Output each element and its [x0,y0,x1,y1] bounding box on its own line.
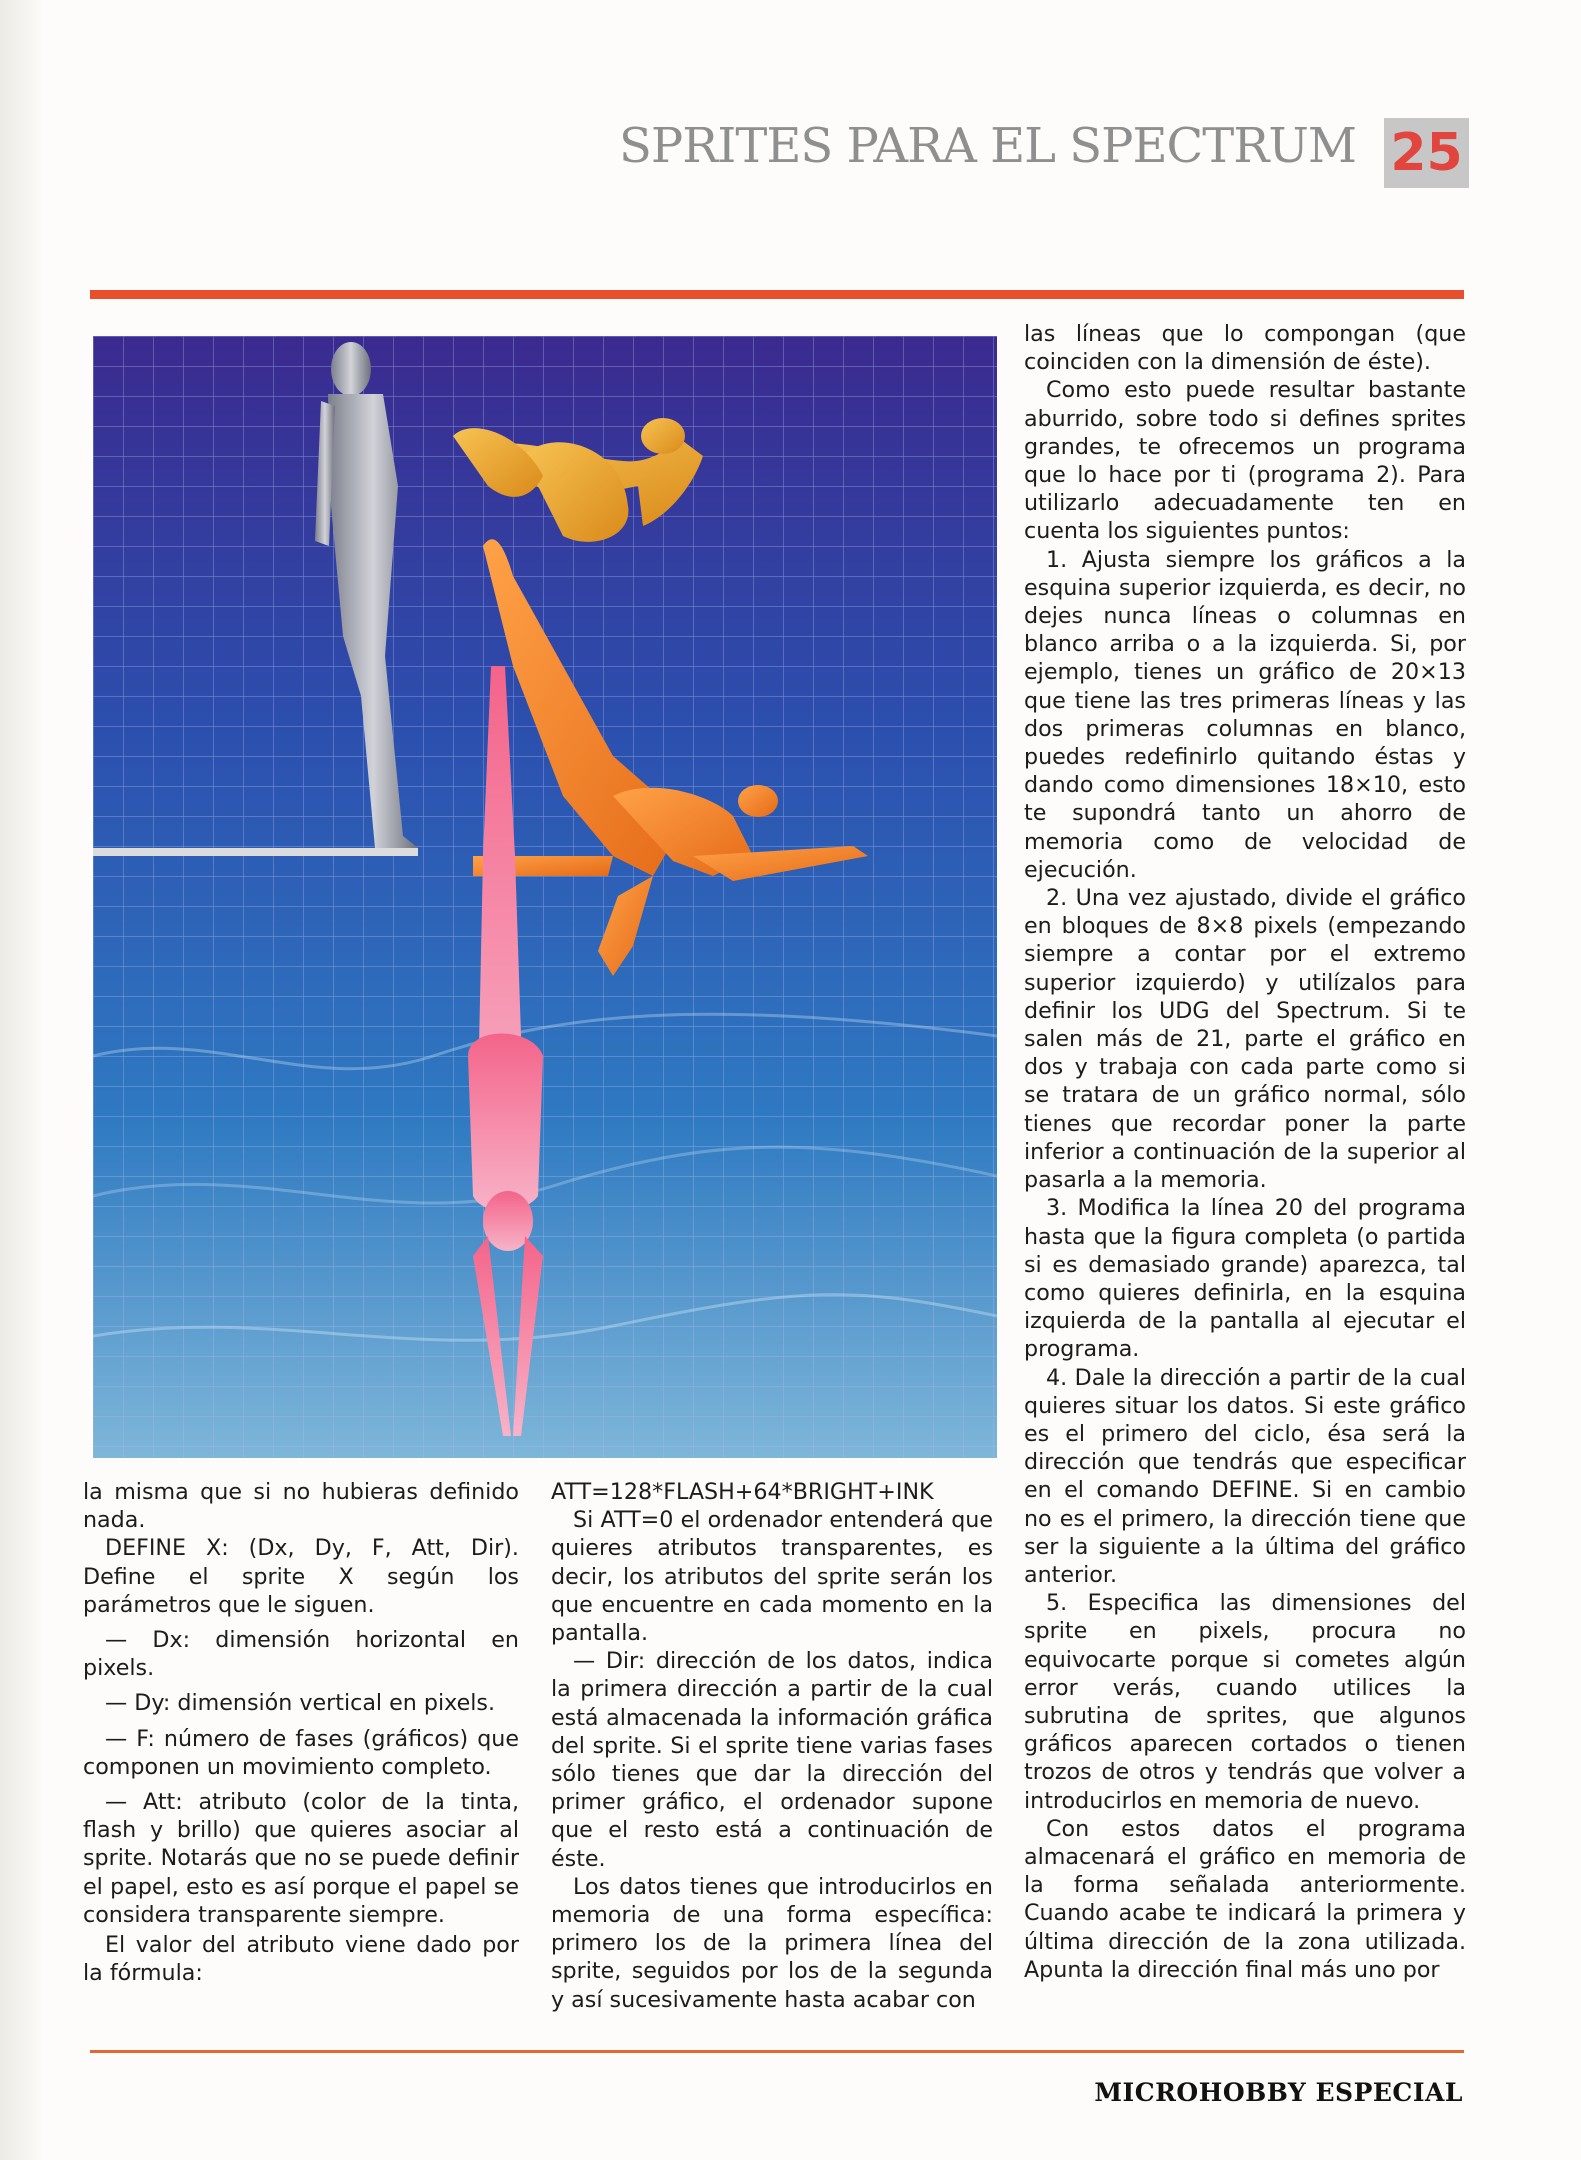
paragraph: — Att: atributo (color de la tinta, flash y brillo) que quieres asociar al sprite. Notarás que no se puede definir el papel, esto es así porque el papel se considera transparente siempre. [83,1789,519,1928]
paragraph: 3. Modifica la línea 20 del programa hasta que la figura completa (o partida si es demasiado grande) aparezca, tal como quieres definirla, en la esquina izquierda de la pantalla al ejecutar el programa. [1024,1195,1466,1363]
paragraph: 1. Ajusta siempre los gráficos a la esquina superior izquierda, es decir, no dejes nunca líneas o columnas en blanco arriba o a la izquierda. Si, por ejemplo, tienes un gráfico de 20×13 que tiene las tres primeras líneas y las dos primeras columnas en blanco, puedes redefinirlo quitando éstas y dando como dimensiones 18×10, esto te supondrá tanto un ahorro de memoria como de velocidad de ejecución. [1024,546,1466,883]
text-column-3 [1024,320,1466,1984]
page-number: 25 [1384,118,1469,188]
paragraph: — F: número de fases (gráficos) que componen un movimiento completo. [83,1725,519,1780]
paragraph: las líneas que lo compongan (que coinciden con la dimensión de éste). [1024,321,1466,376]
paragraph: Como esto puede resultar bastante aburrido, sobre todo si defines sprites grandes, te ofrecemos un programa que lo hace por ti (programa 2). Para utilizarlo adecuadamente ten en cuenta los siguientes puntos: [1024,377,1466,545]
text-column-1 [83,1478,519,1987]
paragraph: Los datos tienes que introducirlos en memoria de una forma específica: primero los de la primera línea del sprite, seguidos por los de la segunda y así sucesivamente hasta acabar con [551,1873,993,2013]
paragraph: — Dir: dirección de los datos, indica la primera dirección a partir de la cual está almacenada la información gráfica del sprite. Si el sprite tiene varias fases sólo tienes que dar la dirección del primer gráfico, el ordenador supone que el resto está a continuación de éste. [551,1648,993,1872]
paragraph: Si ATT=0 el ordenador entenderá que quieres atributos transparentes, es decir, los atributos del sprite serán los que encuentre en cada momento en la pantalla. [551,1507,993,1647]
running-title: SPRITES PARA EL SPECTRUM [619,118,1356,174]
text-column-2 [551,1478,993,2014]
paragraph: El valor del atributo viene dado por la fórmula: [83,1932,519,1987]
paragraph: la misma que si no hubieras definido nada. [83,1479,519,1534]
paragraph: — Dy: dimensión vertical en pixels. [105,1690,496,1717]
diver-illustration [93,336,997,1458]
paragraph: — Dx: dimensión horizontal en pixels. [83,1627,519,1682]
paragraph: 2. Una vez ajustado, divide el gráfico en bloques de 8×8 pixels (empezando siempre a contar por el extremo superior izquierdo) y utilízalos para definir los UDG del Spectrum. Si te salen más de 21, parte el gráfico en dos y trabaja con cada parte como si se tratara de un gráfico normal, sólo tienes que recordar poner la parte inferior a continuación de la superior al pasarla a la memoria. [1024,885,1466,1194]
formula: ATT=128*FLASH+64*BRIGHT+INK [551,1479,934,1505]
paragraph: 4. Dale la dirección a partir de la cual quieres situar los datos. Si este gráfico es el primero del ciclo, ésa será la dirección que tendrás que especificar en el comando DEFINE. Si en cambio no es el primero, la dirección tiene que ser la siguiente a la última del gráfico anterior. [1024,1364,1466,1588]
paragraph: 5. Especifica las dimensiones del sprite en pixels, procura no equivocarte porque si cometes algún error verás, cuando utilices la subrutina de sprites, que algunos gráficos aparecen cortados o tienen trozos de otros y tendrás que volver a introducirlos en memoria de nuevo. [1024,1590,1466,1814]
paragraph: DEFINE X: (Dx, Dy, F, Att, Dir). Define el sprite X según los parámetros que le siguen. [83,1535,519,1618]
header-rule [90,290,1464,299]
footer-rule [90,2050,1464,2053]
magazine-name: MICROHOBBY ESPECIAL [1094,2078,1463,2107]
page-gutter [0,0,44,2160]
paragraph: Con estos datos el programa almacenará el gráfico en memoria de la forma señalada anteriormente. Cuando acabe te indicará la primera y última dirección de la zona utilizada. Apunta la dirección final más uno por [1024,1815,1466,1983]
